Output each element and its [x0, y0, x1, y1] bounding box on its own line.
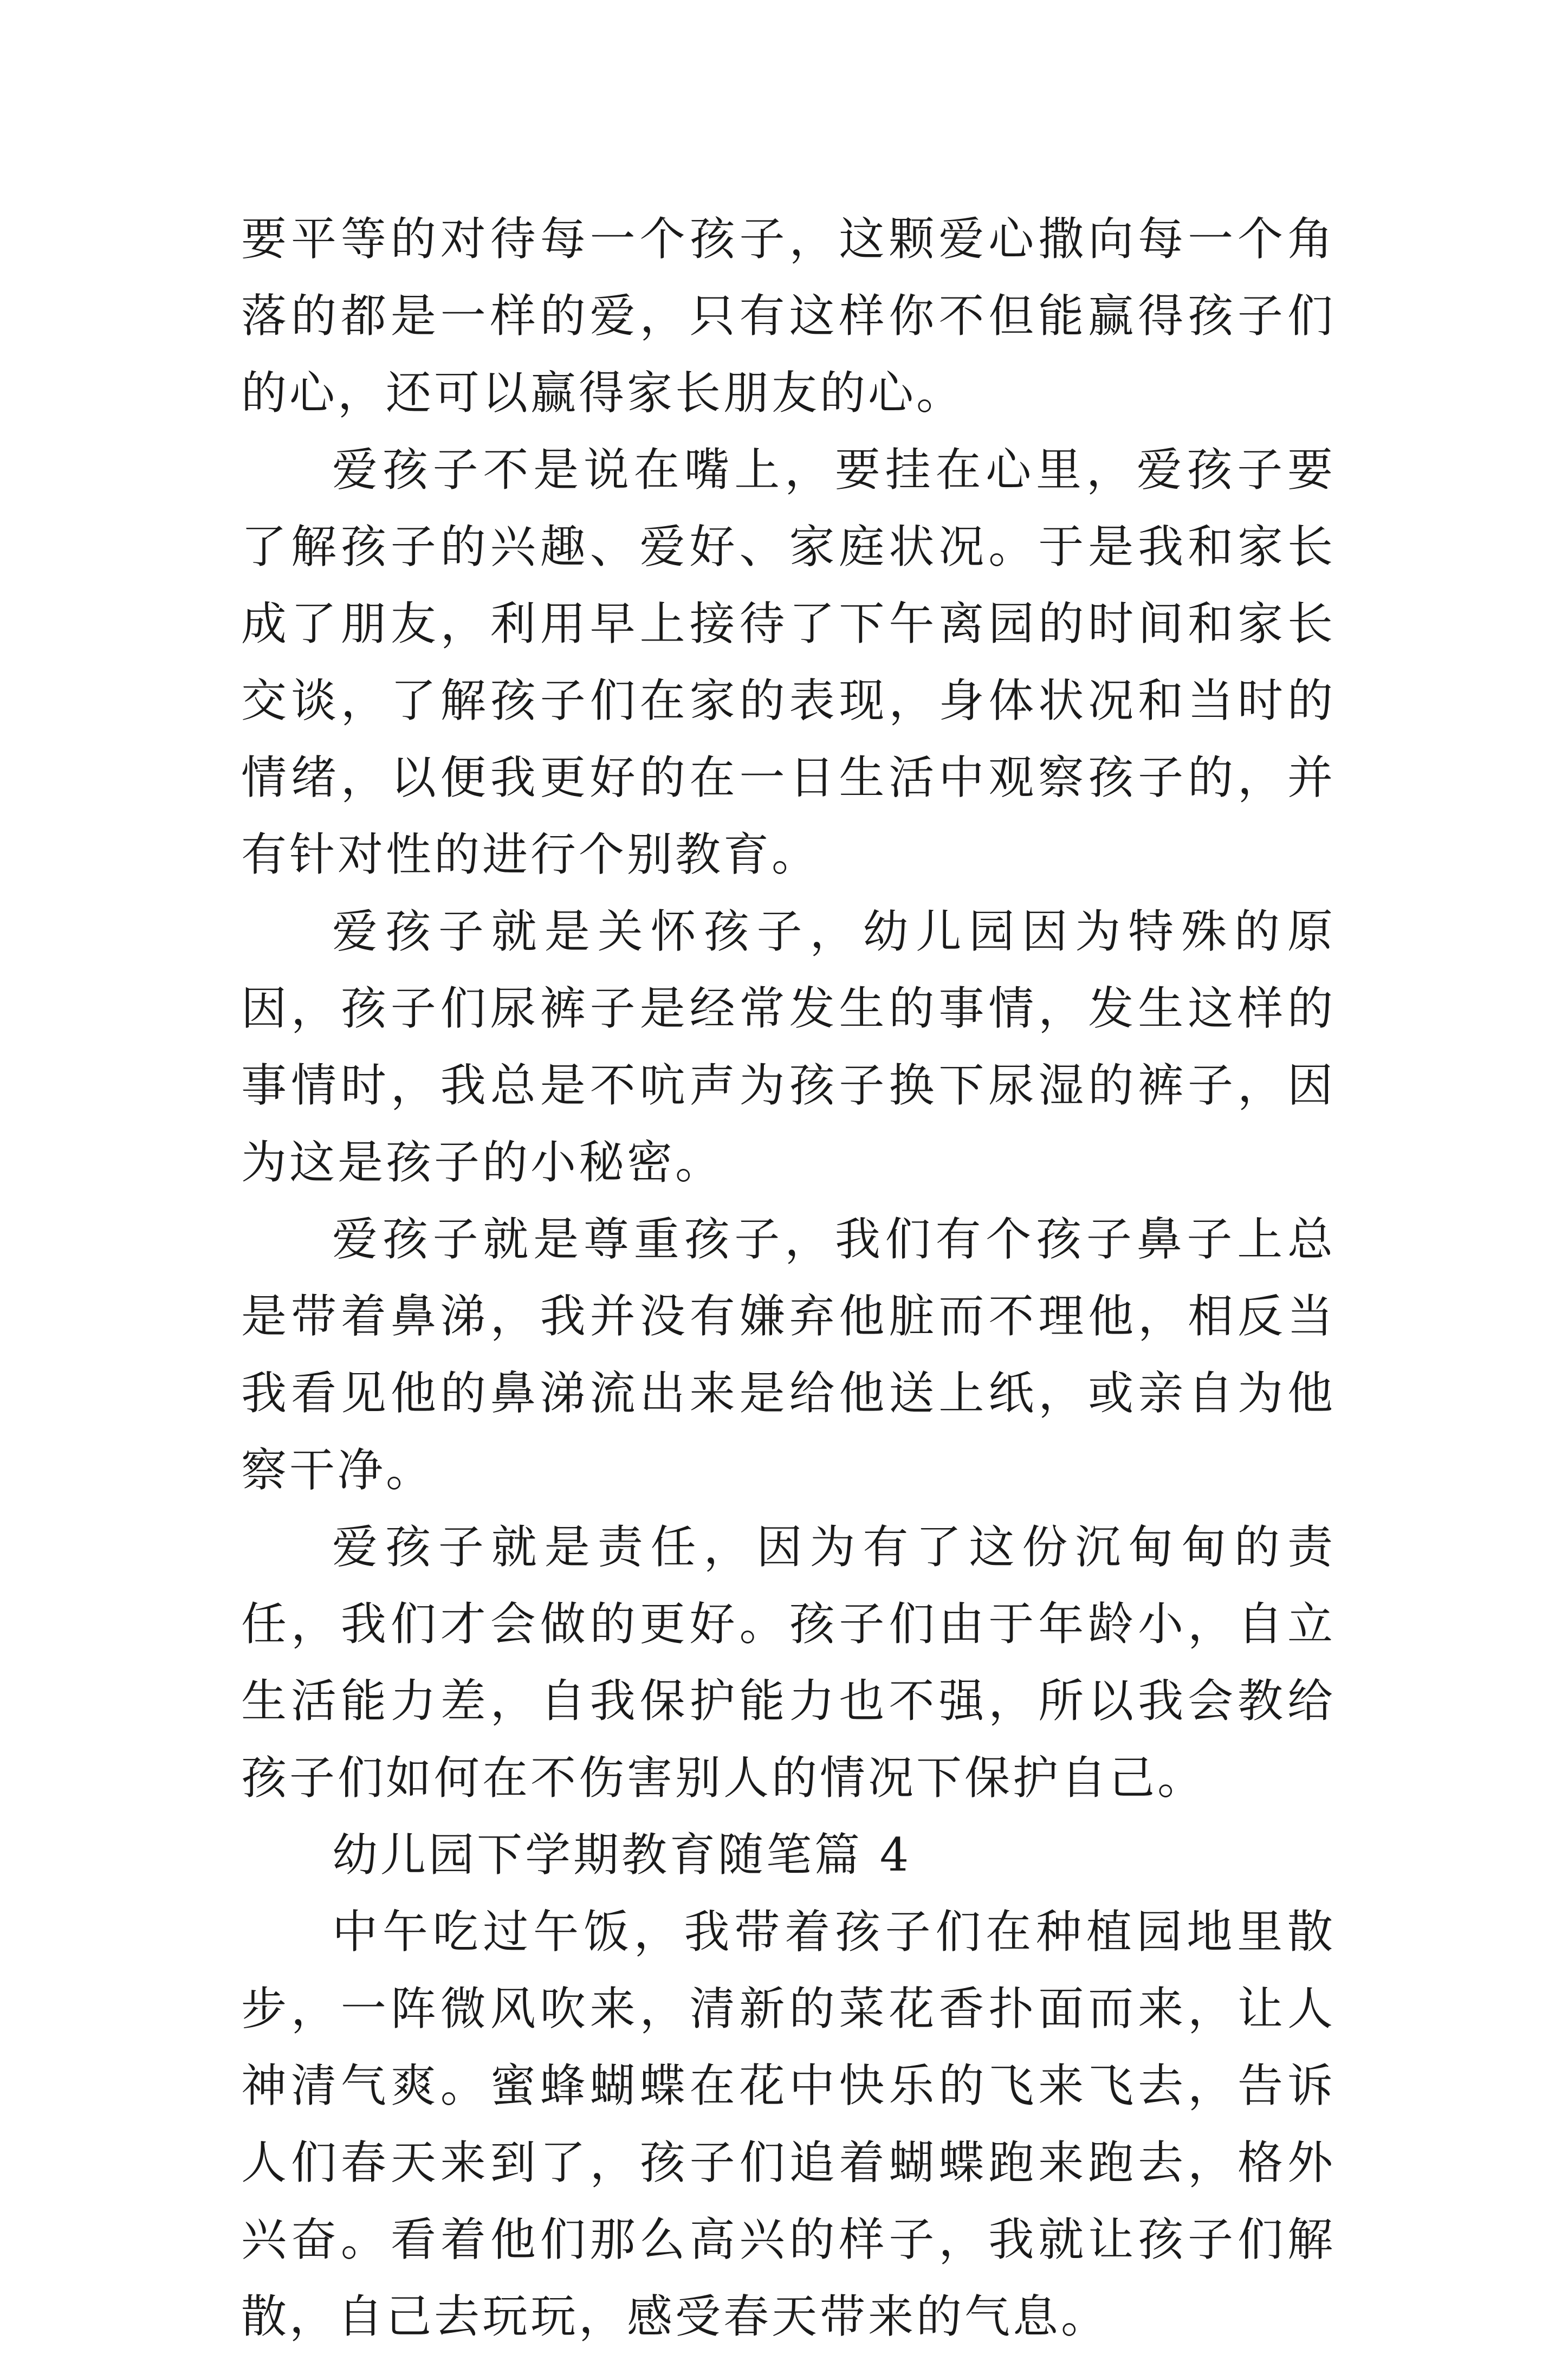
paragraph: 爱孩子就是关怀孩子，幼儿园因为特殊的原因，孩子们尿裤子是经常发生的事情，发生这样的事情时，我总是不吭声为孩子换下尿湿的裤子，因为这是孩子的小秘密。 [241, 905, 1336, 1189]
section-heading: 幼儿园下学期教育随笔篇 4 [332, 1828, 912, 1881]
paragraph: 要平等的对待每一个孩子，这颗爱心撒向每一个角落的都是一样的爱，只有这样你不但能赢得孩子们的心，还可以赢得家长朋友的心。 [241, 212, 1336, 419]
paragraph: 爱孩子就是责任，因为有了这份沉甸甸的责任，我们才会做的更好。孩子们由于年龄小，自立生活能力差，自我保护能力也不强，所以我会教给孩子们如何在不伤害别人的情况下保护自己。 [241, 1521, 1336, 1804]
document-body [241, 200, 1336, 2355]
paragraph: 中午吃过午饭，我带着孩子们在种植园地里散步，一阵微风吹来，清新的菜花香扑面而来，让人神清气爽。蜜蜂蝴蝶在花中快乐的飞来飞去，告诉人们春天来到了，孩子们追着蝴蝶跑来跑去，格外兴奋。看着他们那么高兴的样子，我就让孩子们解散，自己去玩玩，感受春天带来的气息。 [241, 1905, 1336, 2343]
paragraph: 爱孩子不是说在嘴上，要挂在心里，爱孩子要了解孩子的兴趣、爱好、家庭状况。于是我和家长成了朋友，利用早上接待了下午离园的时间和家长交谈，了解孩子们在家的表现，身体状况和当时的情绪，以便我更好的在一日生活中观察孩子的，并有针对性的进行个别教育。 [241, 443, 1336, 881]
paragraph: 爱孩子就是尊重孩子，我们有个孩子鼻子上总是带着鼻涕，我并没有嫌弃他脏而不理他，相反当我看见他的鼻涕流出来是给他送上纸，或亲自为他察干净。 [241, 1213, 1336, 1497]
